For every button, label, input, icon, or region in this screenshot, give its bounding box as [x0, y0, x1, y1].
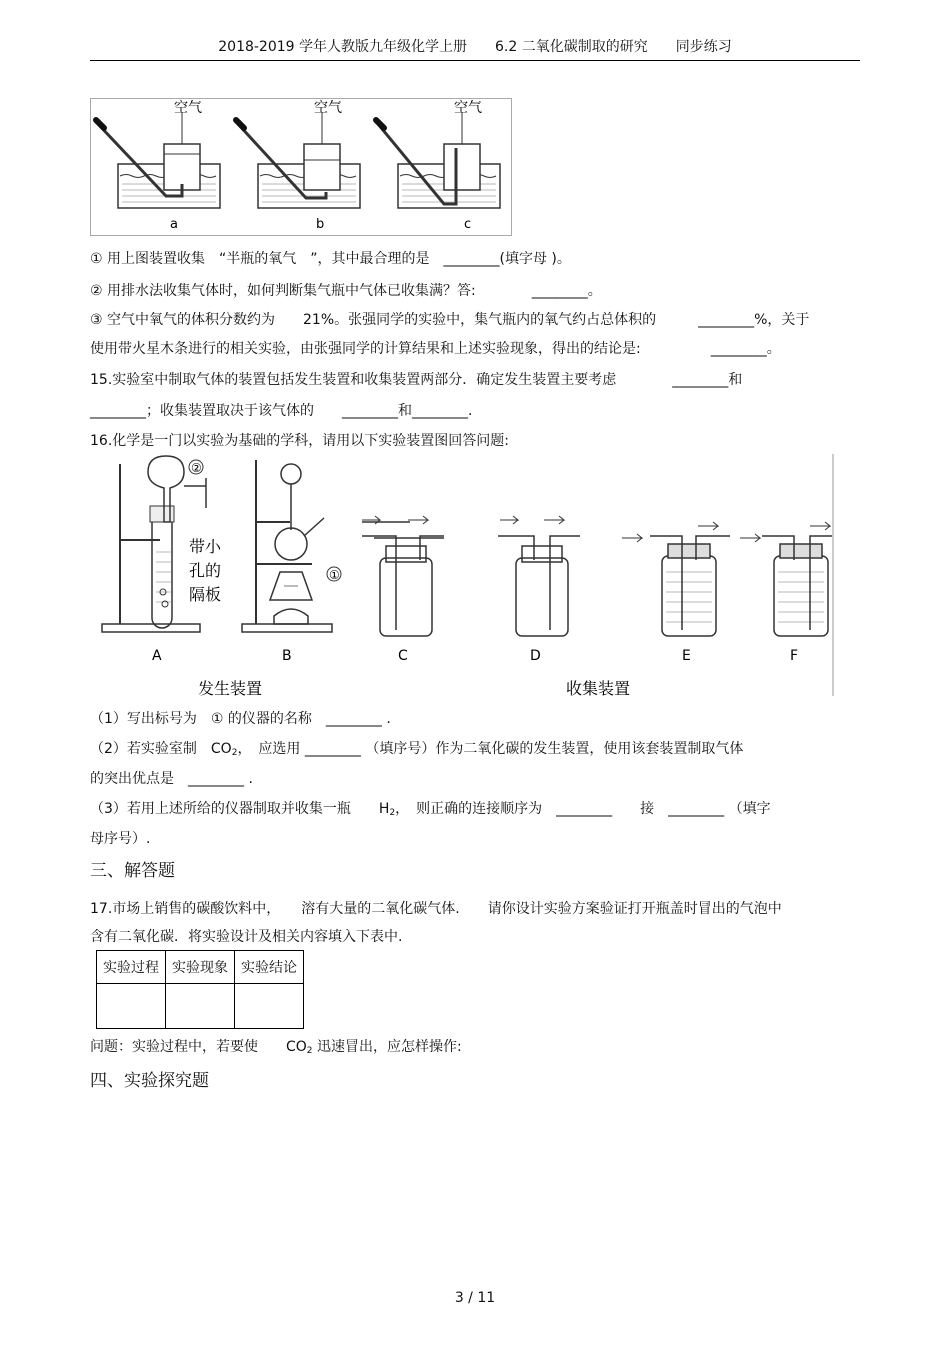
q17-line2: 含有二氧化碳．将实验设计及相关内容填入下表中.: [90, 929, 403, 945]
label-air-b: 空气: [314, 100, 342, 116]
apparatus-D: [498, 516, 580, 636]
apparatus-F: [740, 522, 832, 636]
q17-line1: 17.市场上销售的碳酸饮料中， 溶有大量的二氧化碳气体. 请你设计实验方案验证打开瓶盖时冒出的气泡中: [90, 901, 782, 917]
q16-intro: 16.化学是一门以实验为基础的学科，请用以下实验装置图回答问题:: [90, 433, 509, 449]
q17-question: 问题：实验过程中，若要使 $CO_2$ 迅速冒出，应怎样操作:: [90, 1039, 462, 1056]
section-4-title: 四、实验探究题: [90, 1071, 209, 1091]
q16-part3-cont: 母序号）.: [90, 831, 151, 847]
table-cell[interactable]: [166, 984, 235, 1029]
apparatus-E: [622, 522, 730, 636]
page-number: 3 / 11: [454, 1290, 496, 1306]
q16-part2-cont: 的突出优点是 ________ .: [90, 771, 253, 787]
experiment-table: [96, 950, 304, 1029]
apparatus-C: [362, 516, 444, 636]
table-cell[interactable]: [97, 984, 166, 1029]
label-air-c: 空气: [454, 100, 482, 116]
q14-line4: 使用带火星木条进行的相关实验，由张强同学的计算结果和上述实验现象，得出的结论是: ________。: [90, 341, 781, 357]
table-header: 实验现象: [166, 951, 235, 984]
plate-label-1: 带小: [189, 537, 222, 556]
letter-C: C: [398, 648, 408, 664]
mark-1: ①: [329, 568, 340, 582]
plate-label-2: 孔的: [189, 561, 222, 580]
q15-line1: 15.实验室中制取气体的装置包括发生装置和收集装置两部分．确定发生装置主要考虑 ________和: [90, 372, 743, 388]
apparatus-b: [236, 112, 360, 208]
q14-line2: ② 用排水法收集气体时，如何判断集气瓶中气体已收集满？答: ________。: [90, 283, 602, 299]
label-b: b: [316, 217, 325, 232]
label-air-a: 空气: [174, 100, 202, 116]
apparatus-c: [376, 112, 500, 208]
q16-part2: （2）若实验室制 $CO_2$， 应选用 ________ （填序号）作为二氧化碳的发生装置，使用该套装置制取气体: [90, 741, 744, 758]
plate-label-3: 隔板: [189, 585, 222, 604]
table-header: 实验结论: [235, 951, 304, 984]
letter-A: A: [152, 648, 162, 664]
apparatus-A: [102, 456, 222, 632]
label-a: a: [170, 217, 178, 232]
mark-2: ②: [191, 461, 202, 475]
apparatus-B: [242, 460, 341, 632]
letter-E: E: [682, 648, 691, 664]
generation-label: 发生装置: [198, 679, 263, 698]
table-cell[interactable]: [235, 984, 304, 1029]
apparatus-a: [96, 112, 220, 208]
q14-line1: ① 用上图装置收集 “半瓶的氧气 ”，其中最合理的是 ________(填字母 )。: [90, 251, 571, 267]
header-rule: [90, 60, 860, 61]
label-c: c: [464, 217, 472, 232]
q16-part1: （1）写出标号为 ① 的仪器的名称 ________ .: [90, 711, 391, 727]
table-header: 实验过程: [97, 951, 166, 984]
page-header: 2018-2019 学年人教版九年级化学上册 6.2 二氧化碳制取的研究 同步练习: [218, 39, 732, 55]
letter-D: D: [530, 648, 541, 664]
q15-line2: ________；收集装置取决于该气体的 ________和________.: [90, 403, 473, 419]
letter-B: B: [282, 648, 292, 664]
q14-line3: ③ 空气中氧气的体积分数约为 21%。张强同学的实验中，集气瓶内的氧气约占总体积的 ________%，关于: [90, 312, 810, 328]
figure-apparatus: [90, 452, 840, 702]
q16-part3: （3）若用上述所给的仪器制取并收集一瓶 $H_2$， 则正确的连接顺序为 ________ 接 ________ （填字: [90, 801, 771, 818]
figure-gas-collection: [90, 98, 512, 236]
collection-label: 收集装置: [566, 679, 631, 698]
letter-F: F: [790, 648, 799, 664]
section-3-title: 三、解答题: [90, 861, 175, 881]
